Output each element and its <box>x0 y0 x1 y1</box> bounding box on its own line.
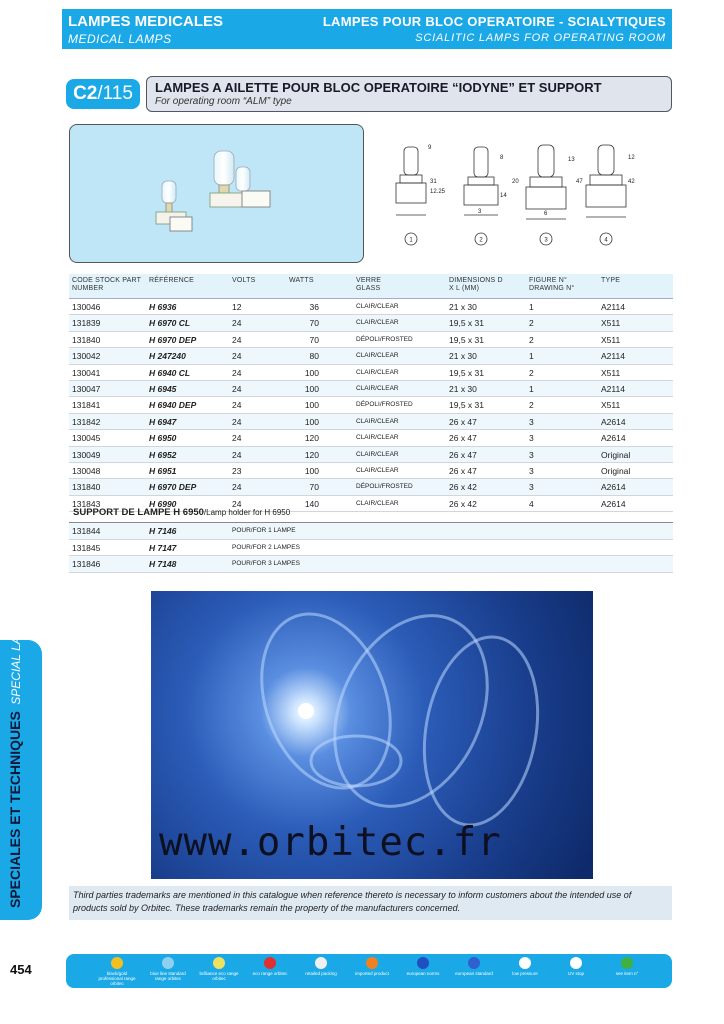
table-cell: 26 x 42 <box>449 498 477 509</box>
col-header-code: CODE STOCK PART NUMBER <box>72 277 141 292</box>
legend-badge-icon <box>570 957 582 969</box>
table-cell: 24 <box>232 416 242 427</box>
trademark-note: Third parties trademarks are mentioned in this catalogue when reference thereto is necessary to inform customers about the intended use of products sold by Orbitec. These trademarks remain the property of the manufacturers concerned. <box>69 886 672 920</box>
section-title-box <box>146 76 672 112</box>
table-row <box>69 299 673 315</box>
table-cell: H 6952 <box>149 449 177 460</box>
col-header-dimensions: DIMENSIONS D X L (MM) <box>449 277 503 292</box>
table-cell: 3 <box>529 465 534 476</box>
side-category-tab <box>0 610 42 920</box>
table-cell: 3 <box>529 433 534 444</box>
table-cell: H 6990 <box>149 498 177 509</box>
legend-badge-icon <box>468 957 480 969</box>
support-cell: H 7148 <box>149 559 177 569</box>
table-cell: CLAIR/CLEAR <box>356 384 399 392</box>
legend-badge-icon <box>162 957 174 969</box>
legend-label: european standard <box>455 971 493 976</box>
table-cell: CLAIR/CLEAR <box>356 319 399 327</box>
table-cell: 36 <box>309 302 319 312</box>
table-row <box>69 348 673 364</box>
legend-label: european norms <box>406 971 440 976</box>
table-cell: 130049 <box>72 449 101 460</box>
table-cell: H 6936 <box>149 302 177 312</box>
table-cell: H 6947 <box>149 416 177 427</box>
table-cell: 70 <box>309 318 319 329</box>
header-right-title: LAMPES POUR BLOC OPERATOIRE - SCIALYTIQUES <box>322 14 666 29</box>
table-cell: 2 <box>529 367 534 378</box>
footer-legend-item <box>555 957 597 976</box>
table-header <box>69 274 673 299</box>
table-cell: 120 <box>304 433 319 444</box>
table-row <box>69 365 673 381</box>
table-cell: X511 <box>601 318 621 329</box>
table-cell: 100 <box>304 367 319 378</box>
table-cell: A2614 <box>601 433 626 444</box>
table-cell: DÉPOLI/FROSTED <box>356 483 413 491</box>
dim-label: 8 <box>500 155 504 161</box>
table-cell: 21 x 30 <box>449 383 477 394</box>
table-cell: A2614 <box>601 416 626 427</box>
table-cell: 100 <box>304 416 319 427</box>
support-row <box>69 556 673 573</box>
side-tab-title: SPECIALES ET TECHNIQUES <box>7 711 23 908</box>
table-row <box>69 315 673 331</box>
legend-badge-icon <box>264 957 276 969</box>
table-cell: 131840 <box>72 482 101 493</box>
table-cell: 24 <box>232 367 242 378</box>
support-table <box>69 504 673 573</box>
table-cell: A2614 <box>601 482 626 493</box>
dim-label: 13 <box>568 157 575 163</box>
section-subtitle: For operating room “ALM” type <box>155 96 292 107</box>
support-row <box>69 540 673 557</box>
table-cell: 21 x 30 <box>449 351 477 362</box>
support-cell: POUR/FOR 3 LAMPES <box>232 560 300 567</box>
table-cell: 131840 <box>72 334 101 345</box>
section-title: LAMPES A AILETTE POUR BLOC OPERATOIRE “IODYNE” ET SUPPORT <box>155 80 602 95</box>
legend-badge-icon <box>519 957 531 969</box>
support-cell: 131844 <box>72 526 101 536</box>
table-cell: 2 <box>529 318 534 329</box>
support-cell: POUR/FOR 2 LAMPES <box>232 543 300 551</box>
table-cell: 19,5 x 31 <box>449 400 484 411</box>
page-header <box>62 9 672 49</box>
table-cell: 3 <box>529 449 534 460</box>
table-cell: 21 x 30 <box>449 302 477 312</box>
table-row <box>69 447 673 463</box>
table-cell: A2114 <box>601 302 625 312</box>
table-cell: 24 <box>232 334 242 345</box>
legend-label: UV stop <box>567 971 584 976</box>
col-header-type: TYPE <box>601 277 621 284</box>
footer-legend-item <box>300 957 342 976</box>
legend-badge-icon <box>213 957 225 969</box>
table-cell: Original <box>601 465 631 476</box>
drawing-label-4: 4 <box>604 237 608 244</box>
table-row <box>69 414 673 430</box>
dim-label: 6 <box>544 211 548 217</box>
table-cell: CLAIR/CLEAR <box>356 417 399 425</box>
side-tab-text <box>7 610 25 908</box>
table-cell: H 6940 CL <box>149 367 191 378</box>
header-left-subtitle: MEDICAL LAMPS <box>68 32 172 46</box>
product-photo <box>69 124 364 263</box>
support-title-en: /Lamp holder for H 6950 <box>203 508 291 517</box>
table-cell: CLAIR/CLEAR <box>356 434 399 442</box>
table-cell: 1 <box>529 351 534 362</box>
table-cell: A2614 <box>601 498 626 509</box>
dim-label: 20 <box>512 179 519 185</box>
legend-badge-icon <box>621 957 633 969</box>
table-cell: 26 x 47 <box>449 416 477 427</box>
table-row <box>69 430 673 446</box>
dim-label: 12 <box>628 155 635 161</box>
table-cell: 26 x 47 <box>449 433 477 444</box>
table-cell: CLAIR/CLEAR <box>356 499 399 507</box>
table-cell: H 6950 <box>149 433 177 444</box>
table-cell: 140 <box>304 498 319 509</box>
table-cell: H 6970 DEP <box>149 334 197 345</box>
section-code <box>66 79 140 109</box>
col-header-volts: VOLTS <box>232 277 256 284</box>
table-cell: CLAIR/CLEAR <box>356 368 399 376</box>
dim-label: 9 <box>428 145 432 151</box>
table-cell: CLAIR/CLEAR <box>356 352 399 360</box>
table-cell: H 6970 DEP <box>149 482 197 493</box>
table-cell: 19,5 x 31 <box>449 367 484 378</box>
table-cell: 24 <box>232 400 242 411</box>
table-cell: 131841 <box>72 400 101 411</box>
table-cell: 2 <box>529 334 534 345</box>
drawing-label-3: 3 <box>544 237 548 244</box>
table-cell: X511 <box>601 367 621 378</box>
table-cell: 12 <box>232 302 242 312</box>
table-cell: A2114 <box>601 383 625 394</box>
drawing-label-1: 1 <box>409 237 413 244</box>
col-header-watts: WATTS <box>289 277 314 284</box>
footer-legend-item <box>453 957 495 976</box>
table-cell: A2114 <box>601 351 625 362</box>
technical-drawings <box>390 135 640 247</box>
table-row <box>69 397 673 413</box>
lamps-table <box>69 274 673 512</box>
table-row <box>69 332 673 348</box>
table-cell: X511 <box>601 334 621 345</box>
table-cell: 23 <box>232 465 242 476</box>
side-tab-subtitle: SPECIAL LAMPS <box>9 610 23 705</box>
table-cell: 70 <box>309 334 319 345</box>
table-cell: 130047 <box>72 383 101 394</box>
table-cell: 130048 <box>72 465 101 476</box>
table-cell: 24 <box>232 498 242 509</box>
table-cell: 19,5 x 31 <box>449 334 484 345</box>
section-code-prefix: C2 <box>73 83 98 104</box>
table-row <box>69 479 673 495</box>
orbitec-banner-image <box>151 591 593 879</box>
dim-label: 31 <box>430 179 437 185</box>
footer-legend-item <box>351 957 393 976</box>
support-cell: H 7146 <box>149 526 177 536</box>
table-cell: Original <box>601 449 631 460</box>
table-cell: H 6951 <box>149 465 177 476</box>
page-number: 454 <box>10 962 32 977</box>
table-cell: 24 <box>232 482 242 493</box>
support-body <box>69 523 673 573</box>
dim-label: 42 <box>628 179 635 185</box>
table-cell: 130046 <box>72 302 101 312</box>
dim-label: 3 <box>478 209 482 215</box>
website-url: www.orbitec.fr <box>159 820 502 865</box>
legend-label: black/gold professional range orbitec <box>98 971 136 986</box>
footer-legend-bar <box>66 954 672 988</box>
legend-label: retailed packing <box>305 971 337 976</box>
col-header-reference: RÉFÉRENCE <box>149 277 194 284</box>
support-row <box>69 523 673 540</box>
table-cell: DÉPOLI/FROSTED <box>356 335 413 343</box>
dim-label: 12.25 <box>430 189 446 195</box>
table-cell: 3 <box>529 482 534 493</box>
table-cell: 131842 <box>72 416 101 427</box>
legend-label: low pressure <box>512 971 538 976</box>
header-right-subtitle: SCIALITIC LAMPS FOR OPERATING ROOM <box>415 32 666 44</box>
table-cell: 4 <box>529 498 534 509</box>
footer-legend-item <box>147 957 189 981</box>
table-cell: H 6940 DEP <box>149 400 197 411</box>
table-cell: 24 <box>232 449 242 460</box>
col-header-figure: FIGURE N° DRAWING N° <box>529 277 575 292</box>
drawing-label-2: 2 <box>479 237 483 244</box>
dim-label: 14 <box>500 193 507 199</box>
dim-label: 47 <box>576 179 583 185</box>
table-cell: 26 x 42 <box>449 482 477 493</box>
table-cell: 1 <box>529 383 534 394</box>
table-body <box>69 299 673 512</box>
table-cell: 130042 <box>72 351 101 362</box>
legend-badge-icon <box>366 957 378 969</box>
table-cell: 26 x 47 <box>449 449 477 460</box>
table-cell: CLAIR/CLEAR <box>356 466 399 474</box>
legend-label: brilliance eco range orbitec <box>199 971 239 981</box>
footer-legend-item <box>402 957 444 976</box>
legend-badge-icon <box>417 957 429 969</box>
legend-badge-icon <box>111 957 123 969</box>
table-cell: H 6945 <box>149 383 177 394</box>
table-cell: H 247240 <box>149 351 186 362</box>
footer-legend-item <box>198 957 240 981</box>
table-cell: 80 <box>309 351 319 362</box>
table-row <box>69 463 673 479</box>
table-cell: 120 <box>304 449 319 460</box>
legend-label: see item n° <box>615 971 639 976</box>
support-cell: 131845 <box>72 542 101 553</box>
table-cell: 100 <box>304 465 319 476</box>
footer-legend-item <box>504 957 546 976</box>
table-cell: CLAIR/CLEAR <box>356 303 399 310</box>
footer-legend-item <box>606 957 648 976</box>
table-cell: 130045 <box>72 433 101 444</box>
table-cell: 100 <box>304 383 319 394</box>
table-cell: H 6970 CL <box>149 318 191 329</box>
table-cell: 24 <box>232 383 242 394</box>
support-title-fr: SUPPORT DE LAMPE H 6950 <box>73 507 204 518</box>
footer-legend-item <box>249 957 291 976</box>
section-code-suffix: /115 <box>97 83 133 104</box>
table-cell: 1 <box>529 302 534 312</box>
table-cell: 130041 <box>72 367 101 378</box>
legend-badge-icon <box>315 957 327 969</box>
footer-legend-item <box>96 957 138 986</box>
table-cell: 70 <box>309 482 319 493</box>
table-cell: 24 <box>232 351 242 362</box>
legend-label: imported product <box>355 971 389 976</box>
table-cell: 3 <box>529 416 534 427</box>
table-cell: 100 <box>304 400 319 411</box>
col-header-glass: VERRE GLASS <box>356 277 382 292</box>
support-cell: 131846 <box>72 559 101 569</box>
lamp-photo-illustration <box>70 125 363 262</box>
table-cell: 24 <box>232 433 242 444</box>
table-cell: 24 <box>232 318 242 329</box>
table-cell: X511 <box>601 400 621 411</box>
header-left-title: LAMPES MEDICALES <box>68 13 224 30</box>
legend-label: blue line standard range orbitec <box>150 971 186 981</box>
table-cell: CLAIR/CLEAR <box>356 450 399 458</box>
table-cell: 2 <box>529 400 534 411</box>
support-title <box>69 504 673 523</box>
table-row <box>69 381 673 397</box>
table-cell: DÉPOLI/FROSTED <box>356 401 413 409</box>
support-cell: H 7147 <box>149 542 177 553</box>
table-cell: 131843 <box>72 498 101 509</box>
table-cell: 131839 <box>72 318 101 329</box>
legend-label: eco range orbitec <box>252 971 288 976</box>
support-cell: POUR/FOR 1 LAMPE <box>232 527 296 534</box>
table-cell: 26 x 47 <box>449 465 477 476</box>
table-cell: 19,5 x 31 <box>449 318 484 329</box>
